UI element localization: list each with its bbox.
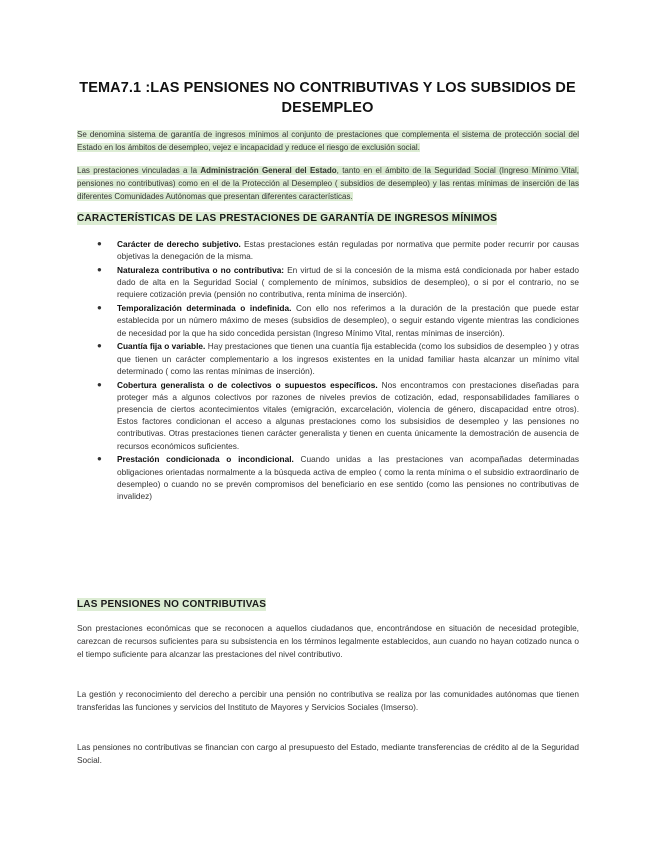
list-item: [97, 453, 579, 502]
paragraph-3: Las pensiones no contributivas se financian con cargo al presupuesto del Estado, mediante transferencias de crédito al de la Seguridad Social.: [77, 742, 579, 765]
item-text: En virtud de si la concesión de la misma está condicionada por haber estado dado de alta en la Seguridad Social ( complemento de mínimos, subsidios de desempleo), o si por el contrario, no se requiere cotización previa (pensión no contributiva, renta mínima de inserción).: [117, 265, 579, 300]
document-title: TEMA7.1 :LAS PENSIONES NO CONTRIBUTIVAS Y LOS SUBSIDIOS DE DESEMPLEO: [79, 80, 576, 116]
item-title: Prestación condicionada o incondicional.: [117, 454, 294, 465]
item-title: Cobertura generalista o de colectivos o supuestos específicos.: [117, 379, 378, 390]
section2-heading: [77, 598, 266, 612]
list-item: [97, 238, 579, 262]
bullet-icon: ●: [97, 379, 102, 389]
intro2-after: , tanto en el ámbito de la Seguridad Social (Ingreso Mínimo Vital, pensiones no contributivas) como en el de la Protección al Desempleo ( subsidios de desempleo) y las rentas mínimas de inserción de las diferentes Comunidades Autónomas que presentan diferentes características.: [77, 166, 580, 201]
bullet-icon: ●: [97, 239, 102, 248]
item-text: Nos encontramos con prestaciones diseñadas para proteger más a algunos colectivos por razones de niveles previos de cotización, edad, responsabilidades familiares o presencia de ciertos acontecimientos vitales (emigración, excarcelación, violencia de género, discapacidad entre otros). Estos factores condicionan el acceso a algunas prestaciones como los subsisidios de desempleo y las pensiones no contributivas. Otras prestaciones tienen carácter generalista y tienen en cuenta únicamente la demostración de ausencia de recursos económicos suficientes.: [117, 379, 579, 451]
intro-paragraph-2: [77, 164, 579, 203]
item-text: Con ello nos referimos a la duración de la prestación que puede estar establecida por un número máximo de meses (subsidios de desempleo), o seguir estando vigente mientras las condiciones de necesidad por la que ha sido concedida persistan (Ingreso Mínimo Vital, rentas mínimas de inserción).: [117, 303, 580, 338]
section1-heading: [77, 212, 497, 226]
bullet-icon: ●: [97, 265, 102, 274]
list-item: [97, 302, 579, 339]
item-title: Temporalización determinada o indefinida.: [117, 303, 292, 314]
intro2-bold: Administración General del Estado: [200, 166, 337, 175]
bullet-icon: ●: [97, 454, 102, 464]
bullet-icon: ●: [97, 303, 102, 313]
item-text: Hay prestaciones que tienen una cuantía fija establecida (como los subsidios de desempleo ) y otras que tienen un carácter complementario a los ingresos existentes en la unidad familiar hasta alcanzar un mínimo vital determinado ( como las rentas mínimas de inserción).: [117, 341, 579, 376]
paragraph-1: Son prestaciones económicas que se reconocen a aquellos ciudadanos que, encontrándose en situación de necesidad protegible, carezcan de recursos suficientes para su subsistencia en los términos legalmente establecidos, aun cuando no hayan cotizado nunca o el tiempo suficiente para alcanzar las prestaciones del nivel contributivo.: [77, 623, 579, 659]
intro2-text: [77, 166, 579, 201]
item-title: Naturaleza contributiva o no contributiva:: [117, 265, 285, 275]
list-item: [97, 264, 579, 301]
section2-heading-text: LAS PENSIONES NO CONTRIBUTIVAS: [77, 599, 267, 610]
paragraph-2: La gestión y reconocimiento del derecho a percibir una pensión no contributiva se realiza por las comunidades autónomas que tienen transferidas las funciones y servicios del Instituto de Mayores y Servicios Sociales (Imserso).: [77, 689, 579, 712]
item-text: Cuando unidas a las prestaciones van acompañadas determinadas obligaciones orientadas normalmente a la búsqueda activa de empleo ( como la renta mínima o el subsidio extraordinario de desempleo) o cuando no se prevén compromisos del beneficiario en ese sentido (como las pensiones no contributivas de invalidez): [117, 454, 579, 502]
characteristics-list: [97, 238, 579, 504]
bullet-icon: ●: [97, 341, 102, 351]
item-title: Cuantía fija o variable.: [117, 341, 206, 352]
intro-text: Se denomina sistema de garantía de ingresos mínimos al conjunto de prestaciones que complementa el sistema de protección social del Estado en los ámbitos de desempleo, vejez e incapacidad y reduce el riesgo de exclusión social.: [77, 130, 579, 152]
list-item: [97, 379, 579, 452]
list-item: [97, 340, 579, 377]
intro-paragraph: [77, 128, 579, 154]
item-text: Estas prestaciones están reguladas por normativa que permite poder recurrir por causas objetivas la denegación de la misma.: [117, 239, 579, 262]
item-title: Carácter de derecho subjetivo.: [117, 239, 241, 249]
section1-heading-text: CARACTERÍSTICAS DE LAS PRESTACIONES DE GARANTÍA DE INGRESOS MÍNIMOS: [77, 213, 498, 224]
intro2-before: Las prestaciones vinculadas a la: [77, 166, 201, 175]
